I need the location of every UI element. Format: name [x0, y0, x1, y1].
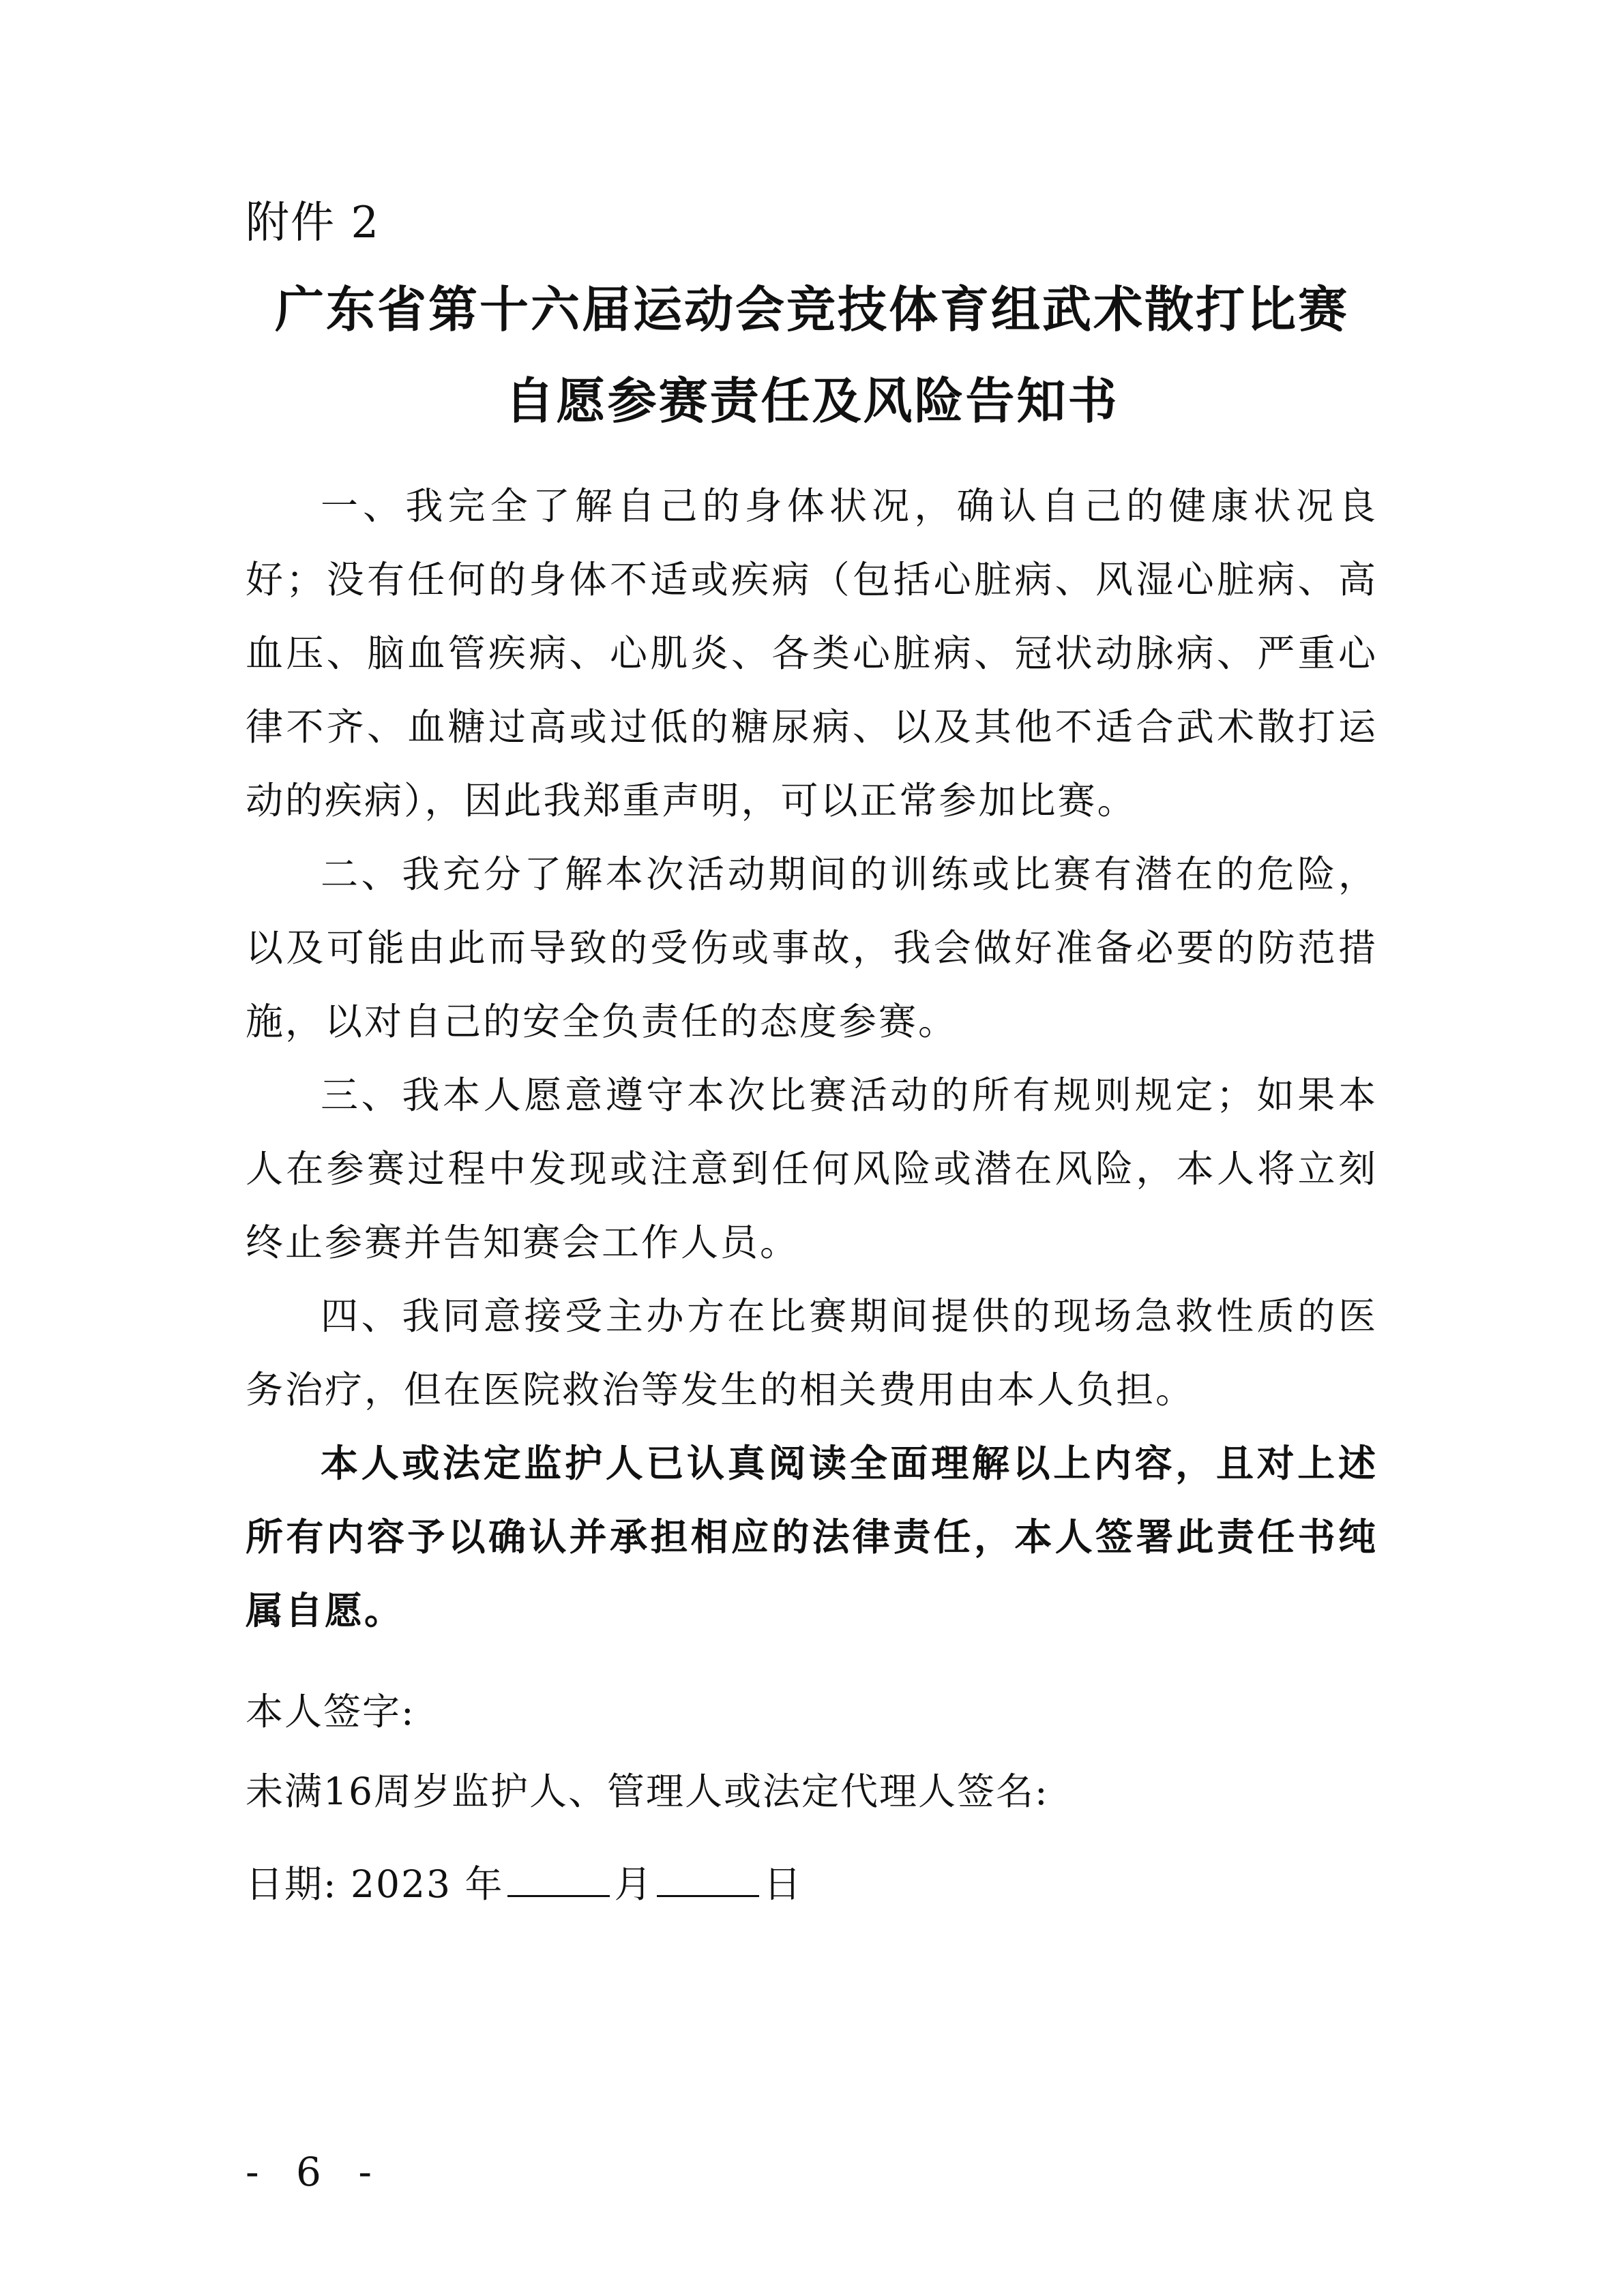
document-title-line-1: 广东省第十六届运动会竞技体育组武术散打比赛 — [274, 280, 1349, 338]
month-label: 月 — [614, 1862, 653, 1906]
document-body — [246, 469, 1378, 1648]
guardian-signature-label: 未满16周岁监护人、管理人或法定代理人签名: — [246, 1770, 1049, 1813]
day-label: 日 — [763, 1862, 803, 1906]
month-blank — [507, 1854, 610, 1897]
declaration: 本人或法定监护人已认真阅读全面理解以上内容，且对上述所有内容予以确认并承担相应的法律责任，本人签署此责任书纯属自愿。 — [246, 1441, 1378, 1632]
clause-2: 二、我充分了解本次活动期间的训练或比赛有潜在的危险，以及可能由此而导致的受伤或事故，我会做好准备必要的防范措施，以对自己的安全负责任的态度参赛。 — [246, 852, 1378, 1043]
date-line — [246, 1853, 803, 1915]
date-prefix: 日期: 2023 年 — [246, 1862, 504, 1906]
guardian-signature-line — [246, 1761, 1049, 1822]
clause-4: 四、我同意接受主办方在比赛期间提供的现场急救性质的医务治疗，但在医院救治等发生的相关费用由本人负担。 — [246, 1294, 1378, 1412]
attachment-label: 附件 2 — [246, 198, 381, 248]
self-signature-label: 本人签字: — [246, 1690, 415, 1733]
clause-1: 一、我完全了解自己的身体状况，确认自己的健康状况良好；没有任何的身体不适或疾病（包括心脏病、风湿心脏病、高血压、脑血管疾病、心肌炎、各类心脏病、冠状动脉病、严重心律不齐、血糖过高或过低的糖尿病、以及其他不适合武术散打运动的疾病），因此我郑重声明，可以正常参加比赛。 — [246, 484, 1378, 822]
document-title-line-2: 自愿参赛责任及风险告知书 — [505, 372, 1119, 430]
clause-3: 三、我本人愿意遵守本次比赛活动的所有规则规定；如果本人在参赛过程中发现或注意到任何风险或潜在风险，本人将立刻终止参赛并告知赛会工作人员。 — [246, 1073, 1378, 1264]
self-signature-line — [246, 1681, 415, 1742]
page-number: - 6 - — [246, 2149, 384, 2195]
day-blank — [657, 1854, 759, 1897]
